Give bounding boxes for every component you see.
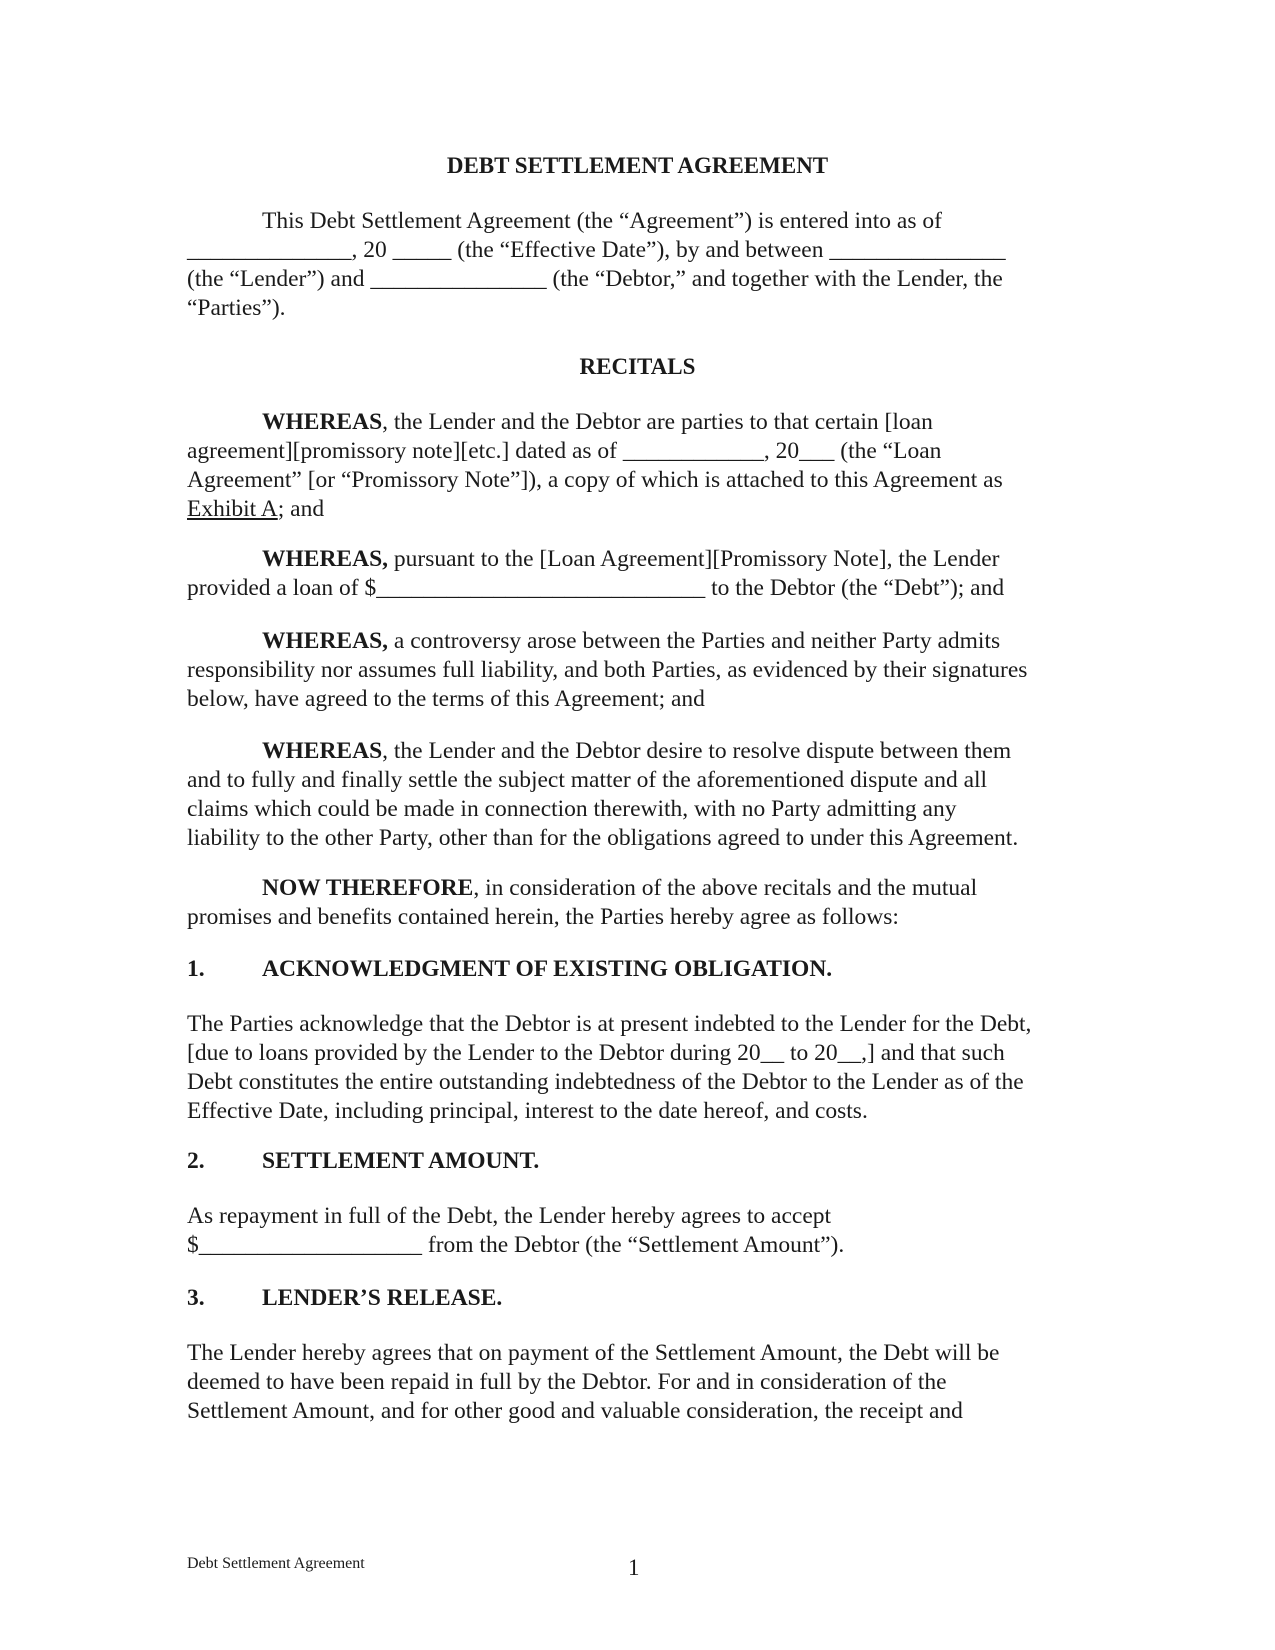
section-line: The Parties acknowledge that the Debtor is at present indebted to the Lender for the Debt, (187, 1011, 1032, 1037)
whereas-lead: WHEREAS (262, 409, 383, 435)
section-number: 2. (187, 1148, 205, 1174)
page-number: 1 (628, 1555, 640, 1580)
now-therefore-line: promises and benefits contained herein, the Parties hereby agree as follows: (187, 904, 899, 930)
recital-line: responsibility nor assumes full liability, and both Parties, as evidenced by their signatures (187, 657, 1028, 683)
section-line: Effective Date, including principal, interest to the date hereof, and costs. (187, 1098, 868, 1124)
section-2-body (187, 1202, 1089, 1260)
recital-paragraph-2: WHEREAS, pursuant to the [Loan Agreement][Promissory Note], the Lender provided a loan of $____________________________ to the Debtor (the “Debt”); and (187, 545, 1089, 603)
section-1-heading (187, 955, 832, 983)
section-line: The Lender hereby agrees that on payment of the Settlement Amount, the Debt will be (187, 1340, 1000, 1366)
intro-line: ______________, 20 _____ (the “Effective Date”), by and between _______________ (187, 237, 1006, 263)
section-line: $___________________ from the Debtor (the “Settlement Amount”). (187, 1232, 845, 1258)
section-line: As repayment in full of the Debt, the Lender hereby agrees to accept (187, 1203, 832, 1229)
whereas-lead: WHEREAS, (262, 628, 389, 654)
document-title: DEBT SETTLEMENT AGREEMENT (446, 153, 829, 178)
recital-line: Agreement” [or “Promissory Note”]), a copy of which is attached to this Agreement as (187, 467, 1003, 493)
intro-line: “Parties”). (187, 295, 286, 321)
now-therefore-paragraph: NOW THEREFORE, in consideration of the above recitals and the mutual promises and benefits contained herein, the Parties hereby agree as follows: (187, 874, 1089, 932)
recital-line: agreement][promissory note][etc.] dated as of ____________, 20___ (the “Loan (187, 438, 942, 464)
exhibit-reference: Exhibit A (187, 496, 278, 522)
footer-document-name: Debt Settlement Agreement (187, 1555, 365, 1572)
section-1-body (187, 1010, 1089, 1126)
recital-paragraph-1: WHEREAS, the Lender and the Debtor are parties to that certain [loan agreement][promissory note][etc.] dated as of ____________, 20___ (the “Loan Agreement” [or “Promissory Note”]), a copy of which is attached to this Agreement as Exhibit A; and (187, 408, 1089, 524)
section-line: Debt constitutes the entire outstanding indebtedness of the Debtor to the Lender as of the (187, 1069, 1024, 1095)
section-3-body (187, 1339, 1089, 1426)
recital-paragraph-4: WHEREAS, the Lender and the Debtor desire to resolve dispute between them and to fully and finally settle the subject matter of the aforementioned dispute and all claims which could be made in connection therewith, with no Party admitting any liability to the other Party, other than for the obligations agreed to under this Agreement. (187, 737, 1089, 853)
recital-paragraph-3: WHEREAS, a controversy arose between the Parties and neither Party admits responsibility nor assumes full liability, and both Parties, as evidenced by their signatures below, have agreed to the terms of this Agreement; and (187, 627, 1089, 714)
section-2-heading (187, 1147, 539, 1175)
recital-line: provided a loan of $____________________________ to the Debtor (the “Debt”); and (187, 575, 1005, 601)
intro-paragraph (187, 207, 1089, 323)
section-3-heading (187, 1284, 502, 1312)
section-number: 1. (187, 956, 205, 982)
section-title: SETTLEMENT AMOUNT. (262, 1148, 540, 1174)
recitals-heading: RECITALS (579, 354, 696, 379)
recital-line: liability to the other Party, other than for the obligations agreed to under this Agreement. (187, 825, 1019, 851)
recital-line: below, have agreed to the terms of this Agreement; and (187, 686, 705, 712)
intro-line: This Debt Settlement Agreement (the “Agreement”) is entered into as of (262, 208, 942, 234)
section-line: Settlement Amount, and for other good and valuable consideration, the receipt and (187, 1398, 963, 1424)
recital-line: and to fully and finally settle the subject matter of the aforementioned dispute and all (187, 767, 988, 793)
recital-line: claims which could be made in connection therewith, with no Party admitting any (187, 796, 957, 822)
section-title: ACKNOWLEDGMENT OF EXISTING OBLIGATION. (262, 956, 833, 982)
section-number: 3. (187, 1285, 205, 1311)
now-therefore-lead: NOW THEREFORE (262, 875, 474, 901)
section-line: deemed to have been repaid in full by the Debtor. For and in consideration of the (187, 1369, 947, 1395)
section-line: [due to loans provided by the Lender to the Debtor during 20__ to 20__,] and that such (187, 1040, 1005, 1066)
whereas-lead: WHEREAS (262, 738, 383, 764)
intro-line: (the “Lender”) and _______________ (the “Debtor,” and together with the Lender, the (187, 266, 1003, 292)
whereas-lead: WHEREAS, (262, 546, 389, 572)
section-title: LENDER’S RELEASE. (262, 1285, 503, 1311)
